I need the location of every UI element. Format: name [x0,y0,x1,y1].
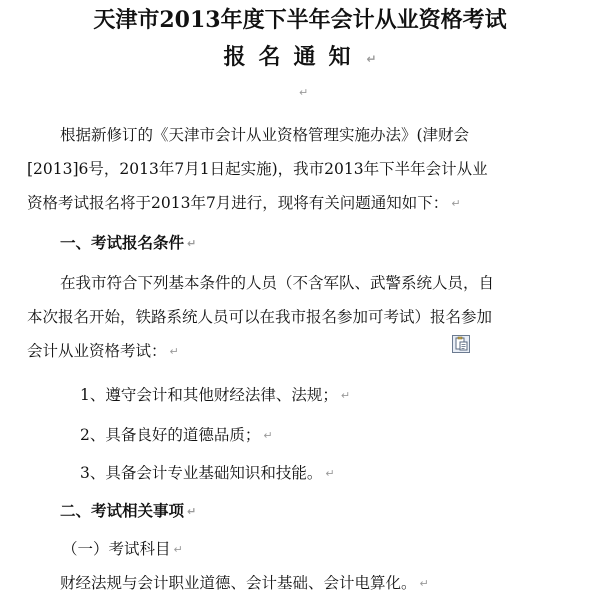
body-line-1 [60,124,469,146]
body-text: 在我市符合下列基本条件的人员（不含军队、武警系统人员，自 [60,274,495,292]
paragraph-mark-icon: ↵ [451,197,461,210]
paragraph-mark-icon: ↵ [187,505,197,518]
body-line-7 [60,572,429,595]
body-line-5 [27,306,492,328]
heading-text: 二、考试相关事项 [60,501,185,520]
body-line-3 [27,192,461,215]
subheading-text: （一）考试科目 [62,540,171,558]
list-item-1 [80,384,350,407]
paragraph-mark-icon: ↵ [299,86,309,99]
body-text: 根据新修订的《天津市会计从业资格管理实施办法》(津财会 [60,126,470,144]
list-item-text: 2、具备良好的道德品质； [80,426,261,444]
title-line-2 [0,43,600,73]
section-heading-2 [60,500,196,523]
body-line-6 [27,340,179,363]
paragraph-mark-icon: ↵ [419,577,429,590]
body-text: 资格考试报名将于2013年7月进行，现将有关问题通知如下： [27,194,449,212]
list-item-text: 3、具备会计专业基础知识和技能。 [80,464,323,482]
body-line-2 [27,158,488,180]
paragraph-mark-icon: ↵ [340,389,351,402]
subheading-1 [62,538,183,561]
paragraph-mark-icon: ↵ [325,467,335,480]
body-line-4 [60,272,494,294]
section-heading-1 [60,232,196,255]
list-item-text: 1、遵守会计和其他财经法律、法规； [80,386,338,404]
body-text: 财经法规与会计职业道德、会计基础、会计电算化。 [60,574,417,592]
list-item-3 [80,462,335,485]
body-text: 会计从业资格考试： [27,342,167,360]
paragraph-mark-icon: ↵ [366,52,377,66]
paragraph-mark-icon: ↵ [187,237,197,250]
body-text: 本次报名开始，铁路系统人员可以在我市报名参加可考试）报名参加 [27,308,493,326]
paragraph-mark-icon: ↵ [173,543,183,556]
title-text-1: 天津市2013年度下半年会计从业资格考试 [93,7,507,33]
paragraph-mark-icon: ↵ [263,429,273,442]
body-text: [2013]6号，2013年7月1日起实施)，我市2013年下半年会计从业 [27,160,488,178]
paragraph-mark-icon: ↵ [169,345,179,358]
title-line-1 [0,6,600,34]
paste-options-icon[interactable] [452,335,470,353]
heading-text: 一、考试报名条件 [60,233,185,252]
title-text-2: 报名通知 [223,44,364,70]
list-item-2 [80,424,273,447]
